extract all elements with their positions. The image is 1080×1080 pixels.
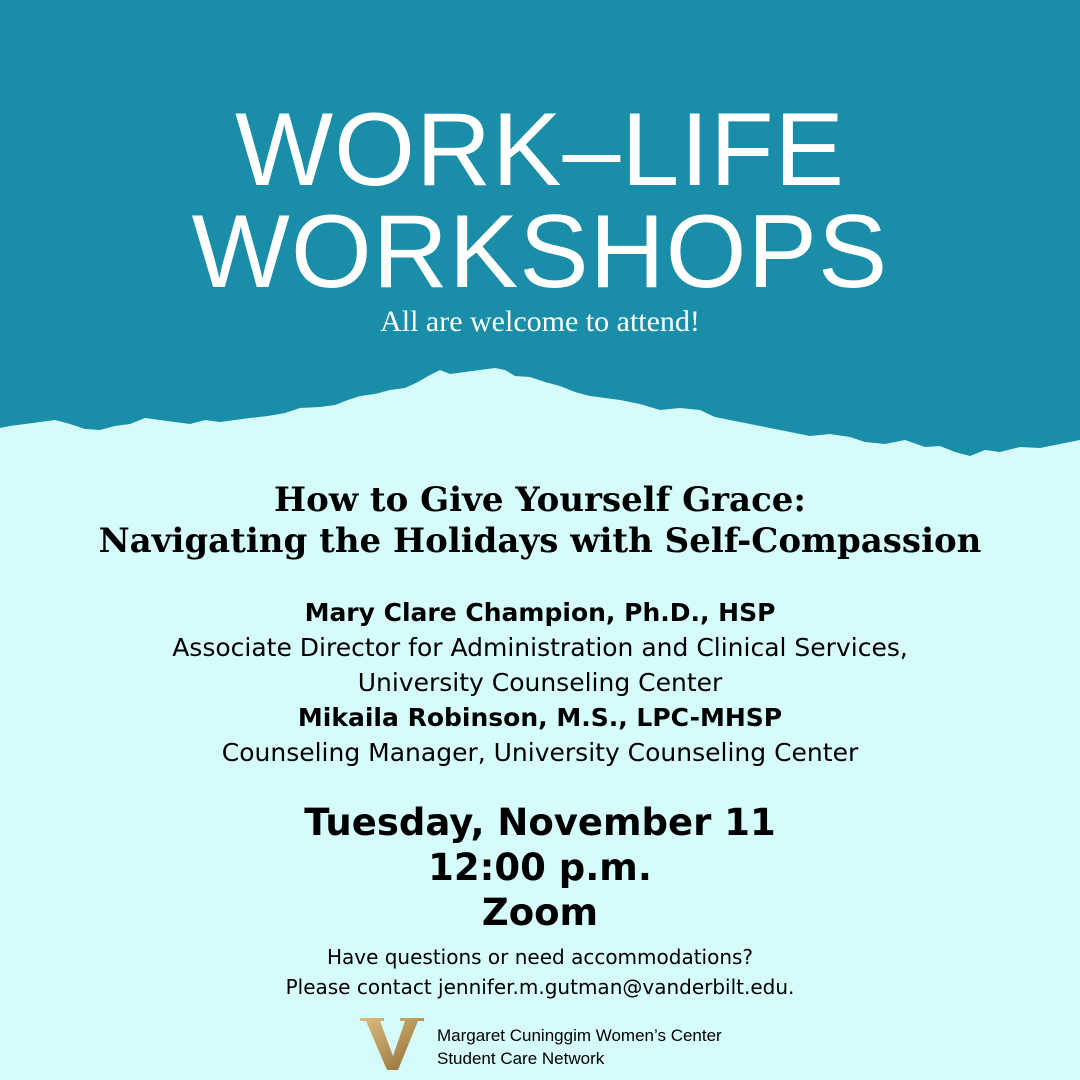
title-line-2: WORKSHOPS — [191, 194, 889, 310]
event-time: 12:00 p.m. — [428, 846, 652, 889]
organization-line-1: Margaret Cuninggim Women’s Center — [437, 1026, 722, 1045]
event-date: Tuesday, November 11 — [304, 801, 776, 844]
contact-line-2: Please contact jennifer.m.gutman@vanderbilt.edu. — [285, 975, 795, 999]
speaker-2-name: Mikaila Robinson, M.S., LPC-MHSP — [297, 703, 783, 732]
speaker-1-role-line-1: Associate Director for Administration and Clinical Services, — [172, 633, 908, 662]
speaker-1-role-line-2: University Counseling Center — [357, 668, 723, 697]
event-title-line-2: Navigating the Holidays with Self-Compassion — [98, 521, 982, 561]
speaker-1-name: Mary Clare Champion, Ph.D., HSP — [304, 598, 776, 627]
contact-line-1: Have questions or need accommodations? — [326, 945, 754, 969]
header-banner — [0, 0, 1080, 470]
vanderbilt-v-logo-icon — [360, 1016, 424, 1072]
organization-line-2: Student Care Network — [437, 1049, 605, 1068]
speaker-2-role: Counseling Manager, University Counseling Center — [221, 738, 859, 767]
title-line-1: WORK–LIFE — [235, 92, 845, 208]
event-location: Zoom — [481, 891, 599, 934]
subtitle: All are welcome to attend! — [380, 305, 700, 338]
event-title-line-1: How to Give Yourself Grace: — [274, 480, 806, 520]
